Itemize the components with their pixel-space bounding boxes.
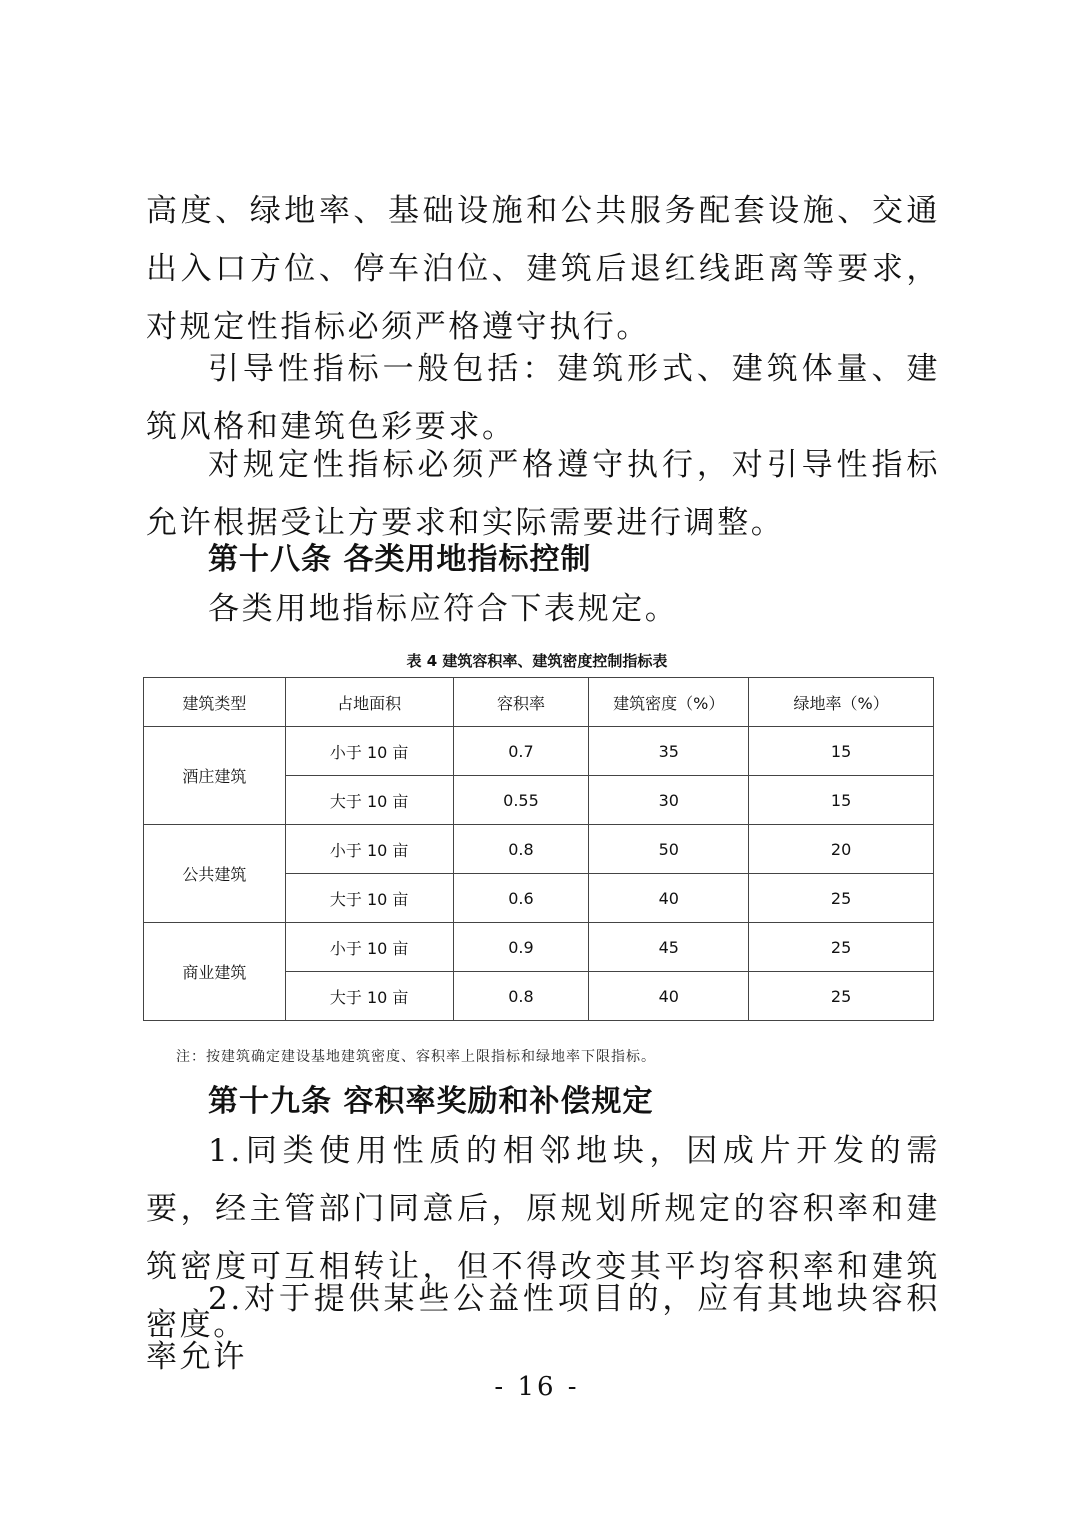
table-header-row	[144, 678, 934, 727]
paragraph-table-intro: 各类用地指标应符合下表规定。	[208, 591, 679, 627]
page-number: - 16 -	[494, 1372, 580, 1402]
paragraph-public-benefit: 2.对于提供某些公益性项目的，应有其地块容积率允许	[146, 1281, 940, 1375]
header-land-area: 占地面积	[285, 678, 453, 727]
cell-floor-area-ratio: 0.8	[453, 972, 589, 1021]
cell-building-density: 45	[589, 923, 749, 972]
cell-land-area: 小于 10 亩	[285, 727, 453, 776]
cell-floor-area-ratio: 0.55	[453, 776, 589, 825]
paragraph-far-transfer: 1.同类使用性质的相邻地块，因成片开发的需要，经主管部门同意后，原规划所规定的容积率和建筑密度可互相转让，但不得改变其平均容积率和建筑密度。	[146, 1133, 940, 1343]
cell-green-ratio: 20	[749, 825, 934, 874]
paragraph-compliance: 对规定性指标必须严格遵守执行，对引导性指标允许根据受让方要求和实际需要进行调整。	[146, 447, 940, 541]
cell-floor-area-ratio: 0.8	[453, 825, 589, 874]
cell-building-type: 商业建筑	[144, 923, 286, 1021]
cell-land-area: 小于 10 亩	[285, 825, 453, 874]
cell-green-ratio: 15	[749, 776, 934, 825]
header-floor-area-ratio: 容积率	[453, 678, 589, 727]
header-green-ratio: 绿地率（%）	[749, 678, 934, 727]
paragraph-regulatory-indicators: 高度、绿地率、基础设施和公共服务配套设施、交通出入口方位、停车泊位、建筑后退红线距离等要求，对规定性指标必须严格遵守执行。	[146, 193, 940, 345]
cell-green-ratio: 15	[749, 727, 934, 776]
cell-building-type: 酒庄建筑	[144, 727, 286, 825]
header-building-density: 建筑密度（%）	[589, 678, 749, 727]
cell-floor-area-ratio: 0.7	[453, 727, 589, 776]
cell-building-type: 公共建筑	[144, 825, 286, 923]
cell-building-density: 50	[589, 825, 749, 874]
cell-building-density: 40	[589, 972, 749, 1021]
cell-land-area: 大于 10 亩	[285, 972, 453, 1021]
table-row	[144, 727, 934, 776]
paragraph-guiding-indicators: 引导性指标一般包括：建筑形式、建筑体量、建筑风格和建筑色彩要求。	[146, 351, 940, 445]
indicator-table	[143, 677, 934, 1021]
cell-green-ratio: 25	[749, 972, 934, 1021]
table-row	[144, 825, 934, 874]
article-19-heading: 第十九条 容积率奖励和补偿规定	[208, 1084, 654, 1119]
table-row	[144, 923, 934, 972]
cell-land-area: 大于 10 亩	[285, 874, 453, 923]
article-18-heading: 第十八条 各类用地指标控制	[208, 542, 592, 577]
table-caption: 表 4 建筑容积率、建筑密度控制指标表	[406, 652, 668, 670]
cell-land-area: 小于 10 亩	[285, 923, 453, 972]
cell-floor-area-ratio: 0.6	[453, 874, 589, 923]
table-note: 注：按建筑确定建设基地建筑密度、容积率上限指标和绿地率下限指标。	[176, 1049, 656, 1065]
cell-floor-area-ratio: 0.9	[453, 923, 589, 972]
cell-green-ratio: 25	[749, 923, 934, 972]
cell-green-ratio: 25	[749, 874, 934, 923]
cell-building-density: 40	[589, 874, 749, 923]
cell-building-density: 35	[589, 727, 749, 776]
cell-building-density: 30	[589, 776, 749, 825]
cell-land-area: 大于 10 亩	[285, 776, 453, 825]
header-building-type: 建筑类型	[144, 678, 286, 727]
